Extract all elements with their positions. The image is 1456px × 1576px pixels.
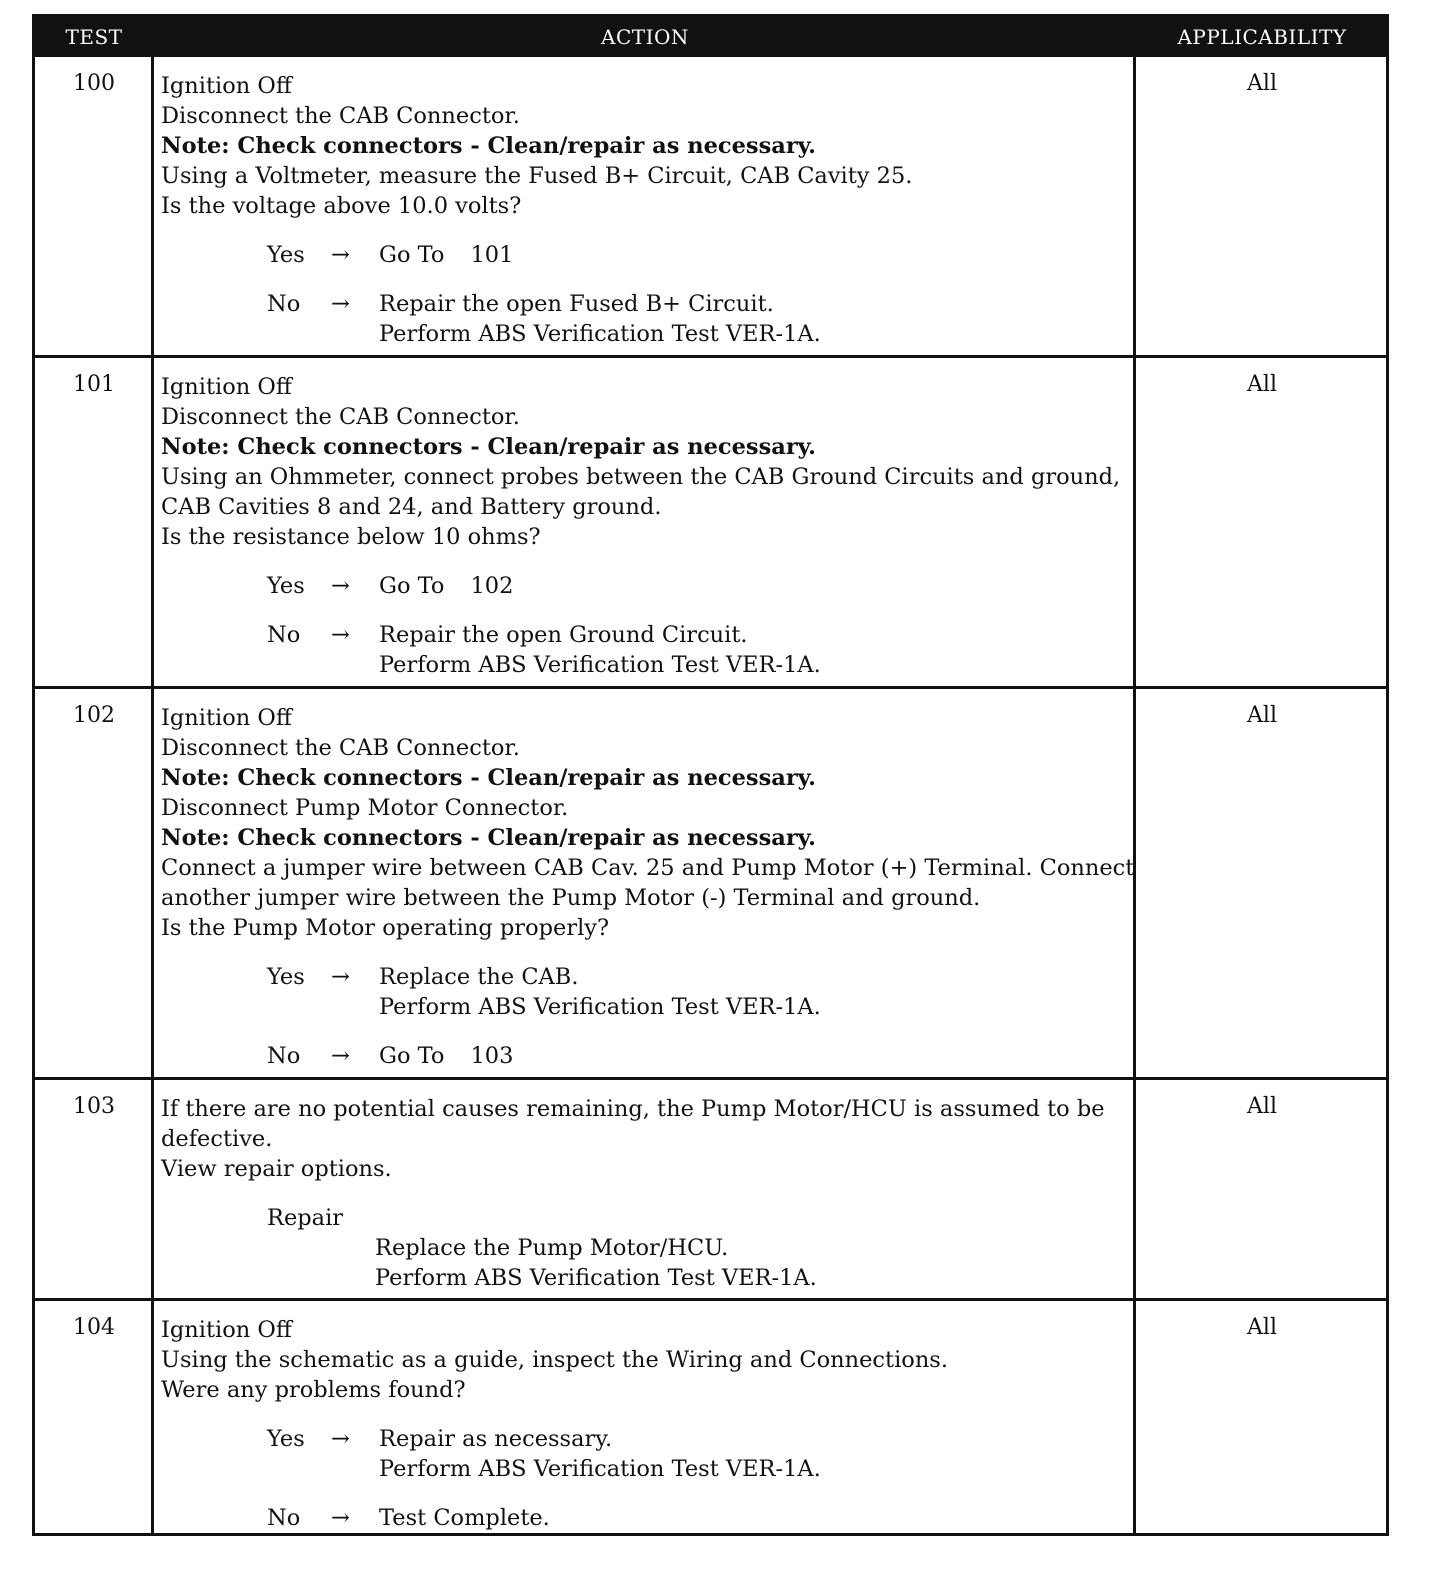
- action-line: Ignition Off: [161, 73, 292, 99]
- action-line: Is the resistance below 10 ohms?: [161, 524, 541, 550]
- table-row: [35, 1077, 1386, 1301]
- action-line: Is the Pump Motor operating properly?: [161, 915, 610, 941]
- result-line: Repair as necessary.: [379, 1426, 613, 1452]
- action-line: Disconnect Pump Motor Connector.: [161, 795, 569, 821]
- goto-link[interactable]: [379, 571, 513, 601]
- action-line: CAB Cavities 8 and 24, and Battery ground.: [161, 494, 662, 520]
- yes-label: Yes: [267, 964, 305, 990]
- goto-label: Go To: [379, 242, 445, 268]
- header-test: TEST: [65, 25, 123, 49]
- action-line: Using an Ohmmeter, connect probes between the CAB Ground Circuits and ground,: [161, 464, 1121, 490]
- note-line: Note: Check connectors - Clean/repair as necessary.: [161, 765, 816, 791]
- applicability: All: [1247, 71, 1277, 96]
- no-label: No: [267, 1505, 301, 1531]
- result-line: Repair the open Ground Circuit.: [379, 622, 748, 648]
- goto-target: 103: [470, 1043, 514, 1069]
- result-line: Repair the open Fused B+ Circuit.: [379, 291, 774, 317]
- table-row: [35, 355, 1386, 689]
- result-line: Perform ABS Verification Test VER-1A.: [379, 652, 821, 678]
- yes-result: [161, 571, 1131, 601]
- action-line: Using a Voltmeter, measure the Fused B+ Circuit, CAB Cavity 25.: [161, 163, 913, 189]
- result-text: [379, 620, 821, 680]
- arrow-icon: →: [331, 291, 350, 317]
- action-line: Disconnect the CAB Connector.: [161, 735, 520, 761]
- action-cell: [161, 1094, 1131, 1293]
- applicability: All: [1247, 703, 1277, 728]
- no-result: [161, 620, 1131, 680]
- no-label: No: [267, 622, 301, 648]
- yes-label: Yes: [267, 1426, 305, 1452]
- action-line: View repair options.: [161, 1156, 392, 1182]
- arrow-icon: →: [331, 622, 350, 648]
- yes-result: [161, 240, 1131, 270]
- action-cell: [161, 1315, 1131, 1533]
- yes-result: [161, 1424, 1131, 1484]
- table-row: [35, 1298, 1386, 1536]
- repair-line: Replace the Pump Motor/HCU.: [375, 1235, 729, 1261]
- action-line: Using the schematic as a guide, inspect the Wiring and Connections.: [161, 1347, 949, 1373]
- note-line: Note: Check connectors - Clean/repair as necessary.: [161, 133, 816, 159]
- action-line: If there are no potential causes remaining, the Pump Motor/HCU is assumed to be: [161, 1096, 1105, 1122]
- table-row: [35, 57, 1386, 355]
- test-number: 101: [73, 372, 115, 397]
- table-header: [35, 17, 1386, 57]
- arrow-icon: →: [331, 964, 350, 990]
- action-cell: [161, 372, 1131, 680]
- no-label: No: [267, 1043, 301, 1069]
- arrow-icon: →: [331, 1043, 350, 1069]
- no-label: No: [267, 291, 301, 317]
- action-cell: [161, 703, 1135, 1071]
- result-line: Replace the CAB.: [379, 964, 579, 990]
- action-line: Ignition Off: [161, 374, 292, 400]
- arrow-icon: →: [331, 1426, 350, 1452]
- goto-link[interactable]: [379, 240, 513, 270]
- result-line: Perform ABS Verification Test VER-1A.: [379, 321, 821, 347]
- result-text: [379, 962, 821, 1022]
- action-line: Is the voltage above 10.0 volts?: [161, 193, 522, 219]
- no-result: [161, 1503, 1131, 1533]
- applicability: All: [1247, 372, 1277, 397]
- test-number: 104: [73, 1315, 115, 1340]
- header-action: ACTION: [601, 25, 689, 49]
- action-line: Ignition Off: [161, 705, 292, 731]
- goto-target: 102: [470, 573, 514, 599]
- table-row: [35, 686, 1386, 1080]
- result-line: Perform ABS Verification Test VER-1A.: [379, 1456, 821, 1482]
- yes-label: Yes: [267, 573, 305, 599]
- yes-label: Yes: [267, 242, 305, 268]
- result-text: [379, 1424, 821, 1484]
- action-line: Were any problems found?: [161, 1377, 466, 1403]
- action-line: another jumper wire between the Pump Motor (-) Terminal and ground.: [161, 885, 981, 911]
- result-line: Perform ABS Verification Test VER-1A.: [379, 994, 821, 1020]
- goto-label: Go To: [379, 1043, 445, 1069]
- header-applicability: APPLICABILITY: [1177, 25, 1347, 49]
- result-line: Test Complete.: [379, 1505, 550, 1531]
- no-result: [161, 1041, 1131, 1071]
- arrow-icon: →: [331, 573, 350, 599]
- goto-label: Go To: [379, 573, 445, 599]
- repair-label: Repair: [267, 1205, 344, 1231]
- test-number: 103: [73, 1094, 115, 1119]
- test-number: 102: [73, 703, 115, 728]
- applicability: All: [1247, 1315, 1277, 1340]
- action-line: Connect a jumper wire between CAB Cav. 25 and Pump Motor (+) Terminal. Connect: [161, 855, 1135, 881]
- yes-result: [161, 962, 1131, 1022]
- arrow-icon: →: [331, 242, 350, 268]
- repair-line: Perform ABS Verification Test VER-1A.: [375, 1265, 817, 1291]
- arrow-icon: →: [331, 1505, 350, 1531]
- no-result: [161, 289, 1131, 349]
- goto-target: 101: [470, 242, 514, 268]
- action-cell: [161, 71, 1131, 349]
- note-line: Note: Check connectors - Clean/repair as necessary.: [161, 434, 816, 460]
- diagnostic-test-table: [32, 14, 1389, 1536]
- action-line: Disconnect the CAB Connector.: [161, 404, 520, 430]
- test-number: 100: [73, 71, 115, 96]
- action-line: defective.: [161, 1126, 273, 1152]
- result-text: [379, 1503, 550, 1533]
- action-line: Ignition Off: [161, 1317, 292, 1343]
- note-line: Note: Check connectors - Clean/repair as necessary.: [161, 825, 816, 851]
- applicability: All: [1247, 1094, 1277, 1119]
- action-line: Disconnect the CAB Connector.: [161, 103, 520, 129]
- goto-link[interactable]: [379, 1041, 513, 1071]
- result-text: [379, 289, 821, 349]
